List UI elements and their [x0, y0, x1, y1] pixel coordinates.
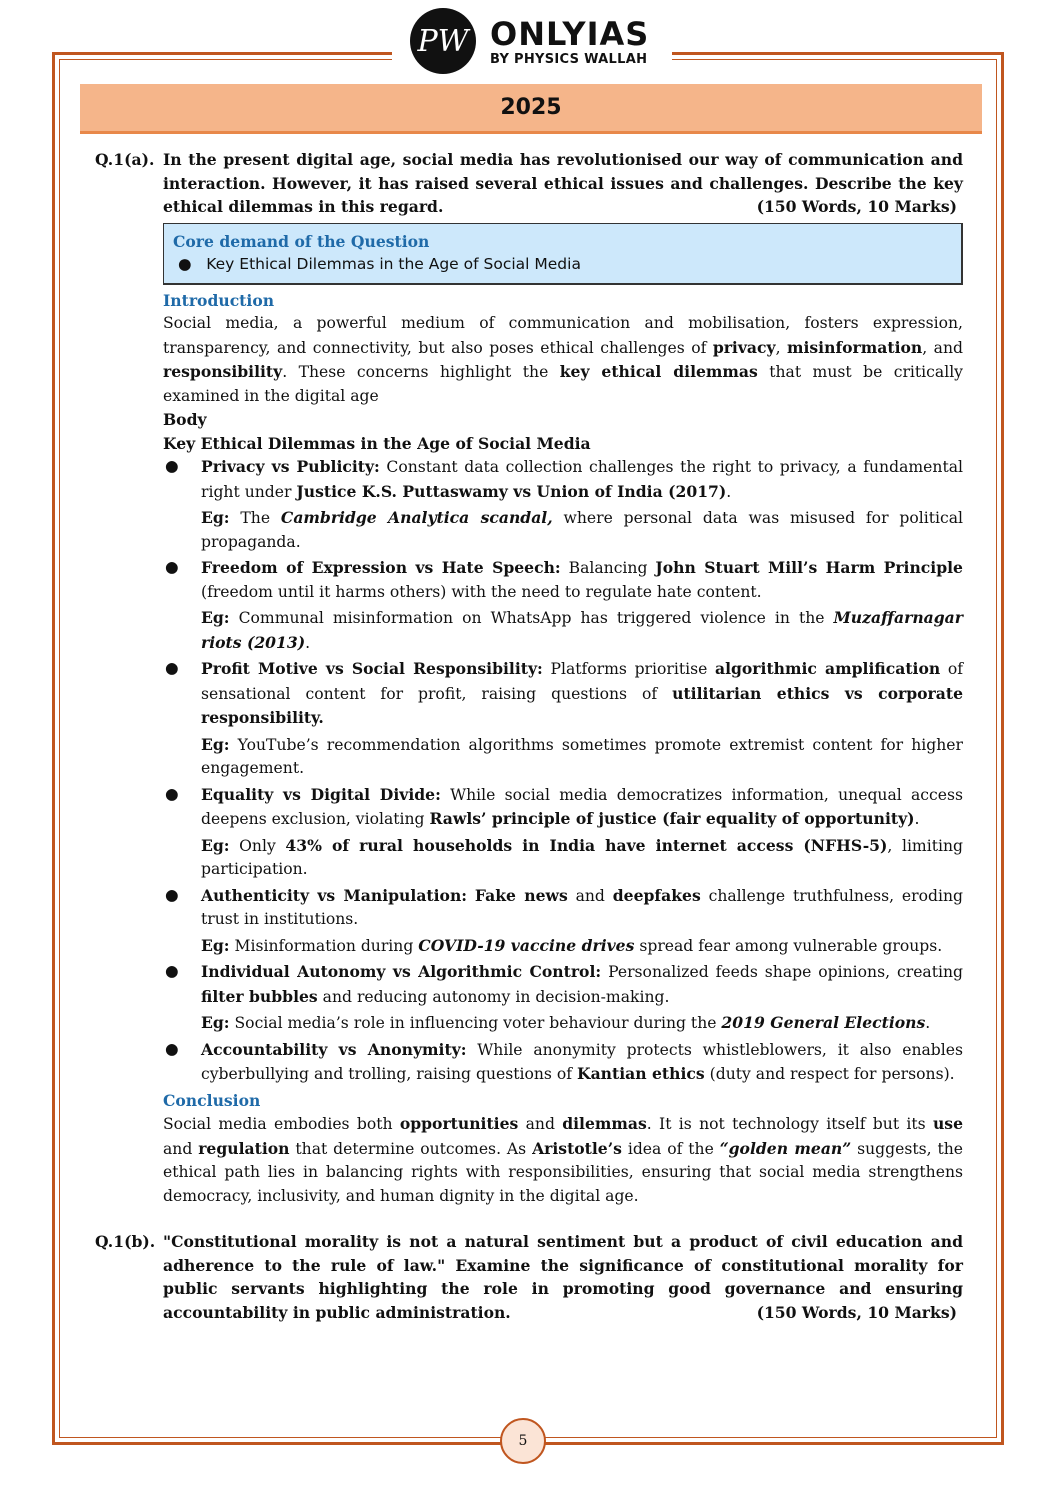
bullet-icon: ●: [165, 784, 179, 803]
body-subheading: Key Ethical Dilemmas in the Age of Social Media: [163, 433, 591, 453]
list-item: ● Freedom of Expression vs Hate Speech: Balancing John Stuart Mill’s Harm Principle (freedom until it harms others) with the need to regulate hate content. Eg: Communal misinformation on WhatsApp has triggered violence in the Muzaffarnagar riots (2013).: [163, 556, 963, 655]
year-banner: 2025: [80, 84, 982, 134]
page-content: [95, 148, 963, 1324]
example-text: Eg: Misinformation during COVID-19 vaccine drives spread fear among vulnerable groups.: [201, 935, 943, 955]
core-demand-item: ● Key Ethical Dilemmas in the Age of Social Media: [177, 255, 581, 273]
bullet-icon: ●: [165, 962, 179, 980]
core-demand-title: Core demand of the Question: [173, 231, 430, 251]
example-text: Eg: Social media’s role in influencing voter behaviour during the 2019 General Elections.: [201, 1013, 931, 1032]
list-item: ● Profit Motive vs Social Responsibility: Platforms prioritise algorithmic amplification of sensational content for profit, raising questions of utilitarian ethics vs corporate responsibility. Eg: YouTube’s recommendation algorithms sometimes promote extremist content for higher engagement.: [163, 657, 963, 781]
bullet-icon: ●: [165, 457, 179, 475]
page-number: 5: [500, 1418, 546, 1464]
bullet-icon: ●: [165, 885, 179, 904]
example-text: Eg: YouTube’s recommendation algorithms sometimes promote extremist content for higher engagement.: [201, 734, 963, 777]
list-item: ● Equality vs Digital Divide: While social media democratizes information, unequal access deepens exclusion, violating Rawls’ principle of justice (fair equality of opportunity). Eg: Only 43% of rural households in India have internet access (NFHS-5), limiting participation.: [163, 783, 963, 882]
conclusion-text: Social media embodies both opportunities and dilemmas. It is not technology itself but its use and regulation that determine outcomes. As Aristotle’s idea of the “golden mean” suggests, the ethical path lies in balancing rights with responsibilities, ensuring that social media strengthens democracy, inclusivity, and human dignity in the digital age.: [163, 1114, 964, 1205]
question-marks: (150 Words, 10 Marks): [756, 197, 957, 216]
list-item: ● Privacy vs Publicity: Constant data collection challenges the right to privacy, a fundamental right under Justice K.S. Puttaswamy vs Union of India (2017). Eg: The Cambridge Analytica scandal, where personal data was misused for political propaganda.: [163, 455, 963, 554]
example-text: Eg: Communal misinformation on WhatsApp has triggered violence in the Muzaffarnagar riots (2013).: [201, 608, 963, 652]
introduction-heading: Introduction: [163, 290, 275, 310]
question-label: Q.1(b).: [95, 1232, 156, 1251]
example-text: Eg: The Cambridge Analytica scandal, where personal data was misused for political propaganda.: [201, 508, 963, 551]
question-marks: (150 Words, 10 Marks): [756, 1302, 957, 1322]
list-item: ● Accountability vs Anonymity: While anonymity protects whistleblowers, it also enables cyberbullying and trolling, raising questions of Kantian ethics (duty and respect for persons).: [165, 1039, 963, 1083]
list-item: ● Authenticity vs Manipulation: Fake news and deepfakes challenge truthfulness, eroding trust in institutions. Eg: Misinformation during COVID-19 vaccine drives spread fear among vulnerable groups.: [163, 884, 963, 959]
core-demand-box: [163, 223, 963, 285]
example-text: Eg: Only 43% of rural households in India have internet access (NFHS-5), limiting participation.: [201, 835, 963, 878]
header-logo: [392, 6, 672, 76]
bullet-icon: ●: [165, 558, 179, 576]
question-body: [163, 1230, 963, 1324]
bullet-icon: ●: [165, 1039, 179, 1058]
question-1b: [95, 1230, 963, 1324]
brand-block: [490, 16, 649, 67]
conclusion-heading: Conclusion: [163, 1090, 261, 1110]
list-item: ● Individual Autonomy vs Algorithmic Control: Personalized feeds shape opinions, creating filter bubbles and reducing autonomy in decision-making. Eg: Social media’s role in influencing voter behaviour during the 2019 General Elections.: [163, 960, 963, 1036]
pw-logo-icon: PW: [410, 8, 476, 74]
question-body: [163, 148, 963, 1208]
question-text: "Constitutional morality is not a natural sentiment but a product of civil education and adherence to the rule of law." Examine the significance of constitutional morality for public servants highlighting the role in promoting good governance and ensuring accountability in public administration. (150 Words, 10 Marks): [163, 1230, 963, 1324]
question-label: Q.1(a).: [95, 150, 155, 169]
introduction-text: Social media, a powerful medium of communication and mobilisation, fosters expression, transparency, and connectivity, but also poses ethical challenges of privacy, misinformation, and responsibility. These concerns highlight the key ethical dilemmas that must be critically examined in the digital age: [163, 314, 963, 405]
brand-subtitle: BY PHYSICS WALLAH: [490, 51, 648, 67]
body-heading: Body: [163, 410, 207, 429]
bullet-icon: ●: [177, 255, 192, 273]
brand-name: ONLYIAS: [490, 14, 650, 53]
question-1a: [95, 148, 963, 1208]
bullet-icon: ●: [165, 659, 179, 677]
question-text: In the present digital age, social media has revolutionised our way of communication and interaction. However, it has raised several ethical issues and challenges. Describe the key ethical dilemmas in this regard. (150 Words, 10 Marks): [163, 148, 963, 219]
dilemma-list: [163, 455, 963, 1087]
